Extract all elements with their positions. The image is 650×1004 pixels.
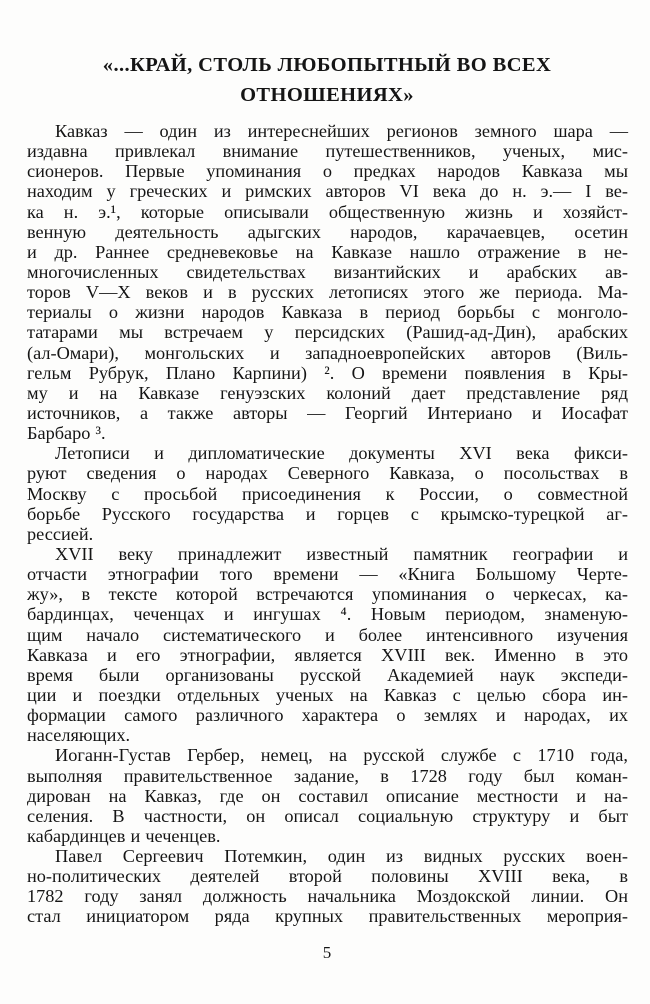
page-title-line-2: ОТНОШЕНИЯХ» [240, 84, 414, 106]
text-line: (ал-Омари), монгольских и западноевропейских авторов (Виль- [27, 342, 628, 363]
text-line: Москву с просьбой присоединения к России, о совместной [27, 483, 628, 504]
text-line: источников, а также авторы — Георгий Интериано и Иосафат [27, 402, 628, 423]
page-title-line-1: «...КРАЙ, СТОЛЬ ЛЮБОПЫТНЫЙ ВО ВСЕХ [102, 54, 552, 76]
paragraph [27, 846, 628, 927]
text-line: XVII веку принадлежит известный памятник географии и [55, 543, 628, 564]
text-line: Кавказ — один из интереснейших регионов земного шара — [55, 121, 628, 141]
text-line: выполняя правительственное задание, в 1728 году был коман- [27, 765, 628, 786]
text-line: Иоганн-Густав Гербер, немец, на русской службе с 1710 года, [55, 745, 628, 766]
paragraph [27, 544, 628, 745]
text-line: руют сведения о народах Северного Кавказа, о посольствах в [27, 463, 628, 484]
text-line: стал инициатором ряда крупных правительственных мероприя- [27, 906, 628, 927]
text-line: находим у греческих и римских авторов VI века до н. э.— I ве- [27, 181, 628, 202]
text-line: формации самого различного характера о землях и народах, их [27, 705, 628, 726]
text-line: бардинцах, чеченцах и ингушах ⁴. Новым периодом, знаменую- [27, 604, 628, 625]
text-line: но-политических деятелей второй половины XVIII века, в [27, 866, 628, 887]
text-line: дирован на Кавказ, где он составил описание местности и на- [27, 785, 628, 806]
text-line: и др. Раннее средневековье на Кавказе нашло отражение в не- [27, 241, 628, 262]
text-line: Кавказа и его этнографии, является XVIII век. Именно в это [27, 644, 628, 665]
text-line: жу», в тексте которой встречаются упоминания о черкесах, ка- [27, 584, 628, 605]
text-line: Летописи и дипломатические документы XVI века фикси- [55, 443, 628, 464]
text-line: ка н. э.¹, которые описывали общественную жизнь и хозяйст- [27, 201, 628, 222]
text-line: гельм Рубрук, Плано Карпини) ². О времени появления в Кры- [27, 362, 628, 383]
text-line: селения. В частности, он описал социальную структуру и быт [27, 805, 628, 826]
text-line: Барбаро ³. [27, 423, 106, 444]
paragraph [27, 443, 628, 544]
text-line: му и на Кавказе генуэзских колоний дает представление ряд [27, 382, 628, 403]
text-line: венную деятельность адыгских народов, карачаевцев, осетин [27, 221, 628, 242]
text-line: издавна привлекал внимание путешественников, ученых, мис- [27, 141, 628, 162]
text-line: населяющих. [27, 725, 131, 746]
text-line: татарами мы встречаем у персидских (Рашид-ад-Дин), арабских [27, 322, 628, 343]
text-line: торов V—X веков и в русских летописях этого же периода. Ма- [27, 282, 628, 303]
text-line: сионеров. Первые упоминания о предках народов Кавказа мы [27, 161, 628, 182]
text-line: ции и поездки отдельных ученых на Кавказ с целью сбора ин- [27, 684, 628, 705]
text-line: рессией. [27, 523, 94, 544]
paragraph [27, 745, 628, 846]
text-line: 1782 году занял должность начальника Моздокской линии. Он [27, 886, 628, 907]
page-number: 5 [322, 943, 332, 962]
page-title [27, 50, 627, 110]
text-line: кабардинцев и чеченцев. [27, 825, 221, 846]
text-line: отчасти этнографии того времени — «Книга Большому Черте- [27, 564, 628, 585]
text-line: териалы о жизни народов Кавказа в период борьбы с монголо- [27, 302, 628, 323]
text-line: многочисленных свидетельствах византийских и арабских ав- [27, 261, 628, 282]
text-line: борьбе Русского государства и горцев с крымско-турецкой аг- [27, 503, 628, 524]
text-line: Павел Сергеевич Потемкин, один из видных русских воен- [55, 846, 628, 867]
document-body [27, 121, 628, 927]
paragraph [27, 121, 628, 443]
text-line: время были организованы русской Академией наук экспеди- [27, 664, 628, 685]
text-line: щим начало систематического и более интенсивного изучения [27, 624, 628, 645]
